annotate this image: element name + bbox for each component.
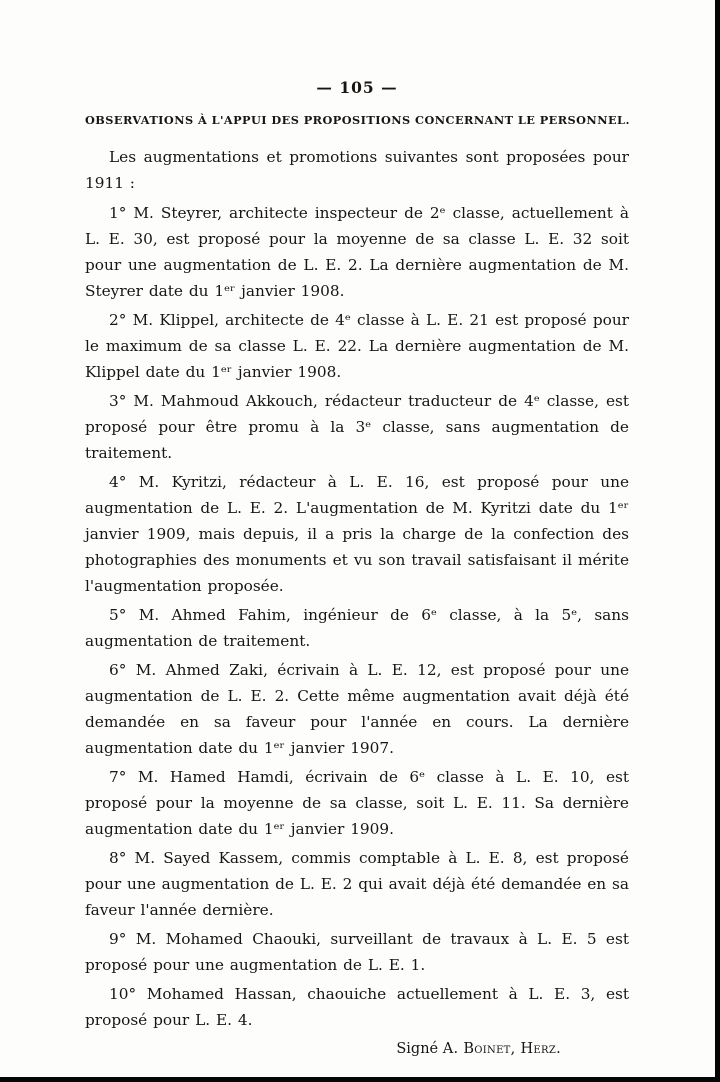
item-paragraph-10: 10° Mohamed Hassan, chaouiche actuellement à L. E. 3, est proposé pour L. E. 4. [85, 985, 629, 1029]
item-paragraph-4: 4° M. Kyritzi, rédacteur à L. E. 16, est proposé pour une augmentation de L. E. 2. L'augmentation de M. Kyritzi date du 1ᵉʳ janvier 1909, mais depuis, il a pris la charge de la confection des photographies des monuments et vu son travail satisfaisant il mérite l'augmentation proposée. [85, 473, 629, 595]
page-number: — 105 — [316, 78, 398, 97]
signature-prefix: Signé [396, 1041, 443, 1057]
item-paragraph-9: 9° M. Mohamed Chaouki, surveillant de travaux à L. E. 5 est proposé pour une augmentation de L. E. 1. [85, 930, 629, 974]
signature-names: A. Boinet, Herz. [442, 1041, 561, 1057]
item-paragraph-2: 2° M. Klippel, architecte de 4ᵉ classe à L. E. 21 est proposé pour le maximum de sa classe L. E. 22. La dernière augmentation de M. Klippel date du 1ᵉʳ janvier 1908. [85, 311, 629, 381]
item-paragraph-7: 7° M. Hamed Hamdi, écrivain de 6ᵉ classe à L. E. 10, est proposé pour la moyenne de sa classe, soit L. E. 11. Sa dernière augmentation date du 1ᵉʳ janvier 1909. [85, 768, 629, 838]
signature-line [85, 1041, 629, 1057]
section-heading: OBSERVATIONS À L'APPUI DES PROPOSITIONS CONCERNANT LE PERSONNEL. [85, 113, 630, 127]
item-paragraph-8: 8° M. Sayed Kassem, commis comptable à L. E. 8, est proposé pour une augmentation de L. E. 2 qui avait déjà été demandée en sa faveur l'année dernière. [85, 849, 629, 919]
item-paragraph-1: 1° M. Steyrer, architecte inspecteur de 2ᵉ classe, actuellement à L. E. 30, est proposé pour la moyenne de sa classe L. E. 32 soit pour une augmentation de L. E. 2. La dernière augmentation de M. Steyrer date du 1ᵉʳ janvier 1908. [85, 204, 629, 300]
item-paragraph-3: 3° M. Mahmoud Akkouch, rédacteur traducteur de 4ᵉ classe, est proposé pour être promu à la 3ᵉ classe, sans augmentation de traitement. [85, 392, 629, 462]
item-paragraph-6: 6° M. Ahmed Zaki, écrivain à L. E. 12, est proposé pour une augmentation de L. E. 2. Cette même augmentation avait déjà été demandée en sa faveur pour l'année en cours. La dernière augmentation date du 1ᵉʳ janvier 1907. [85, 661, 629, 757]
intro-paragraph: Les augmentations et promotions suivantes sont proposées pour 1911 : [85, 148, 629, 192]
item-paragraph-5: 5° M. Ahmed Fahim, ingénieur de 6ᵉ classe, à la 5ᵉ, sans augmentation de traitement. [85, 606, 629, 650]
